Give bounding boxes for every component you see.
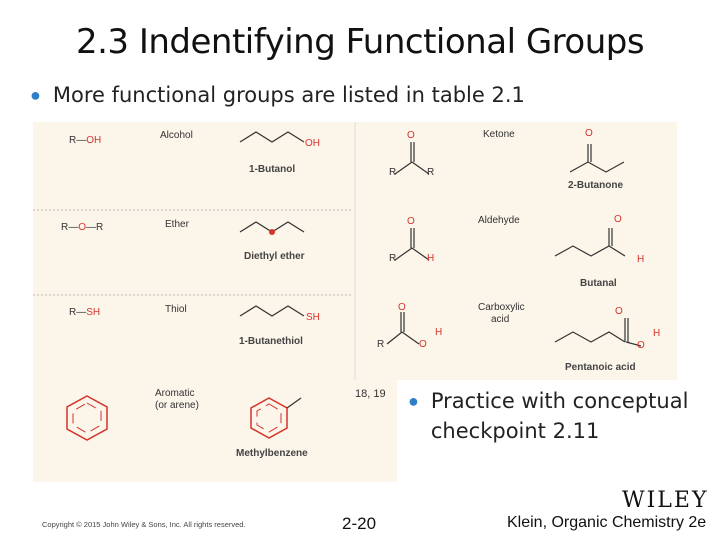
acid-h [435,327,442,338]
pentanoic-o1 [615,306,623,317]
h-label: H [653,328,661,339]
acid-o1 [398,302,406,313]
o-label: O [585,128,593,139]
example-name-butanethiol: 1-Butanethiol [239,336,303,347]
wiley-logo: WILEY [622,488,709,513]
carboxylic-generic-structure [383,302,453,352]
example-name-methylbenzene: Methylbenzene [236,448,308,459]
page-number: 2-20 [342,514,377,533]
pentanoic-acid-structure [553,306,663,356]
o-label: O [637,340,645,351]
bullet-text: More functional groups are listed in table 2.1 [52,83,525,107]
methylbenzene-structure [245,390,305,440]
butanone-o [585,128,593,139]
group-label-aromatic: Aromatic [155,388,195,399]
butanal-o [614,214,622,225]
group-label-ketone: Ketone [483,129,515,140]
group-label-alcohol: Alcohol [160,130,193,141]
diethyl-ether-structure [238,214,328,244]
aldehyde-r: R [389,253,397,264]
group-label-ether: Ether [165,219,189,230]
pentanoic-h [653,328,660,339]
reference-pages: 18, 19 [355,388,386,400]
aromatic-row [33,380,397,482]
butanol-oh [305,138,320,149]
functional-group-table [33,122,677,380]
h-label: H [427,253,435,264]
aldehyde-o [407,216,415,227]
example-name-butanone: 2-Butanone [568,180,623,191]
aldehyde-h [427,253,434,264]
o-label: O [615,306,623,317]
group-label-arene: (or arene) [155,400,199,411]
generic-ether: R—O—R [61,222,104,233]
o-label: O [419,339,427,350]
atom-r: R [69,135,77,146]
atom-sh: SH [86,307,101,318]
atom-r: R [61,222,69,233]
bullet-icon: ● [30,85,41,105]
o-label: O [614,214,622,225]
atom-r: R [69,307,77,318]
group-label-carboxylic: Carboxylic [478,302,525,313]
pentanoic-o2 [637,340,645,351]
bullet-item [408,386,708,446]
example-name-butanal: Butanal [580,278,617,289]
h-label: H [637,254,645,265]
example-name-diethyl-ether: Diethyl ether [244,251,305,262]
group-label-carboxylic-2: acid [491,314,510,325]
copyright-text: Copyright © 2015 John Wiley & Sons, Inc. All rights reserved. [42,520,246,529]
o-label: O [398,302,406,313]
example-name-butanol: 1-Butanol [249,164,296,175]
acid-o2 [419,339,427,350]
atom-o: O [78,222,87,233]
sh-label: SH [306,312,320,323]
slide-title: 2.3 Indentifying Functional Groups [75,22,645,62]
butanal-h [637,254,644,265]
bullet-text: Practice with conceptual checkpoint 2.11 [430,389,689,443]
ketone-r1: R [389,167,397,178]
ketone-o [407,130,415,141]
book-citation: Klein, Organic Chemistry 2e [507,514,707,531]
benzene-structure [63,394,113,444]
generic-alcohol: R—OH [69,135,102,146]
butanone-structure [568,136,648,176]
example-name-pentanoic-acid: Pentanoic acid [565,362,636,373]
generic-thiol: R—SH [69,307,101,318]
bullet-item [30,80,525,110]
atom-oh: OH [86,135,102,146]
o-label: O [407,216,415,227]
o-label: O [407,130,415,141]
acid-r: R [377,339,385,350]
atom-r2: R [96,222,104,233]
bullet-icon: ● [408,391,419,411]
h-label: H [435,327,443,338]
ketone-r2: R [427,167,435,178]
group-label-thiol: Thiol [165,304,187,315]
group-label-aldehyde: Aldehyde [478,215,520,226]
oh-label: OH [305,138,320,149]
butanethiol-sh [306,312,320,323]
